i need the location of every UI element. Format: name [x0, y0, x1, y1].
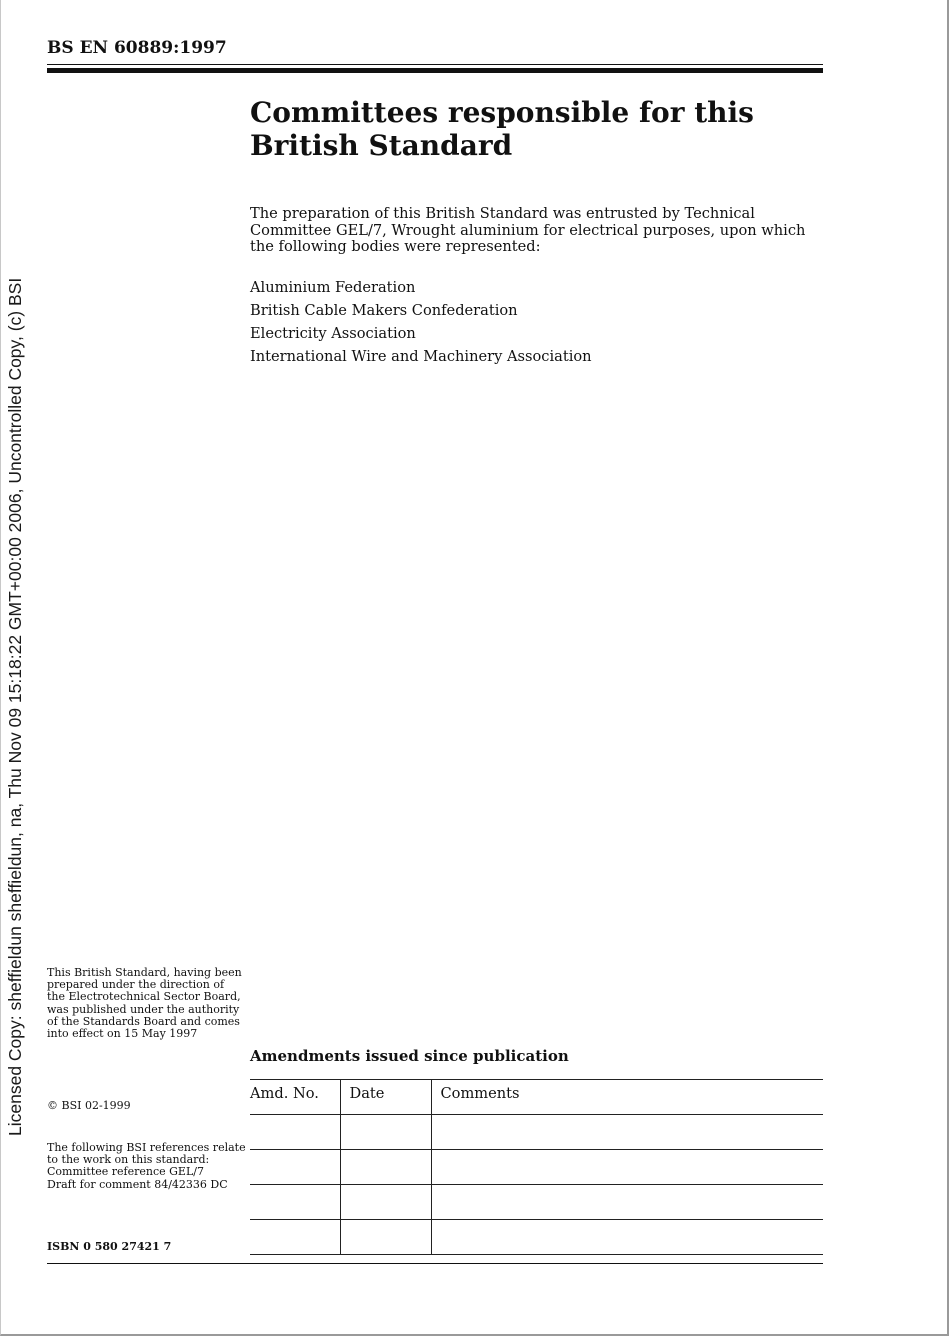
intro-paragraph: The preparation of this British Standard was entrusted by Technical Committee GEL/7, Wrought aluminium for electrical purposes, upon which the following bodies were represented:: [250, 205, 806, 255]
table-row: [250, 1220, 823, 1255]
table-cell: [431, 1150, 823, 1185]
references-intro: The following BSI references relate to the work on this standard:: [47, 1141, 246, 1167]
table-cell: [250, 1150, 340, 1185]
table-row: [250, 1115, 823, 1150]
table-cell: [250, 1220, 340, 1255]
table-header-row: [250, 1080, 823, 1115]
table-cell: [340, 1150, 431, 1185]
title-line: British Standard: [250, 129, 513, 162]
table-cell: [340, 1220, 431, 1255]
table-cell: [340, 1115, 431, 1150]
table-row: [250, 1150, 823, 1185]
footer-rule: [47, 1263, 823, 1264]
isbn: ISBN 0 580 27421 7: [47, 1240, 172, 1253]
copyright-notice: © BSI 02-1999: [47, 1099, 131, 1112]
standard-code: BS EN 60889:1997: [47, 38, 227, 58]
amendments-table: [250, 1079, 823, 1255]
table-cell: [431, 1115, 823, 1150]
table-cell: [340, 1185, 431, 1220]
draft-reference: Draft for comment 84/42336 DC: [47, 1177, 228, 1191]
title-line: Committees responsible for this: [250, 96, 754, 129]
header-rule-thick: [47, 68, 823, 73]
list-item: British Cable Makers Confederation: [250, 302, 518, 319]
column-header-comments: Comments: [431, 1080, 823, 1115]
publication-note: This British Standard, having been prepared under the direction of the Electrotechnical Sector Board, was published under the authority of the Standards Board and comes into effect on 15 May 1997: [47, 966, 242, 1041]
committee-reference: Committee reference GEL/7: [47, 1165, 204, 1179]
column-header-amd-no: Amd. No.: [250, 1080, 340, 1115]
page-title: [250, 96, 810, 162]
represented-bodies-list: [250, 276, 825, 368]
list-item: International Wire and Machinery Association: [250, 348, 592, 365]
license-watermark: Licensed Copy: sheffieldun sheffieldun, na, Thu Nov 09 15:18:22 GMT+00:00 2006, Uncontrolled Copy, (c) BSI: [5, 277, 25, 1136]
table-cell: [431, 1185, 823, 1220]
amendments-title: Amendments issued since publication: [250, 1047, 569, 1065]
bsi-references: [47, 1142, 247, 1191]
table-cell: [431, 1220, 823, 1255]
list-item: Electricity Association: [250, 325, 416, 342]
table-cell: [250, 1185, 340, 1220]
header-rule-thin: [47, 64, 823, 65]
table-cell: [250, 1115, 340, 1150]
table-row: [250, 1185, 823, 1220]
column-header-date: Date: [340, 1080, 431, 1115]
list-item: Aluminium Federation: [250, 279, 416, 296]
